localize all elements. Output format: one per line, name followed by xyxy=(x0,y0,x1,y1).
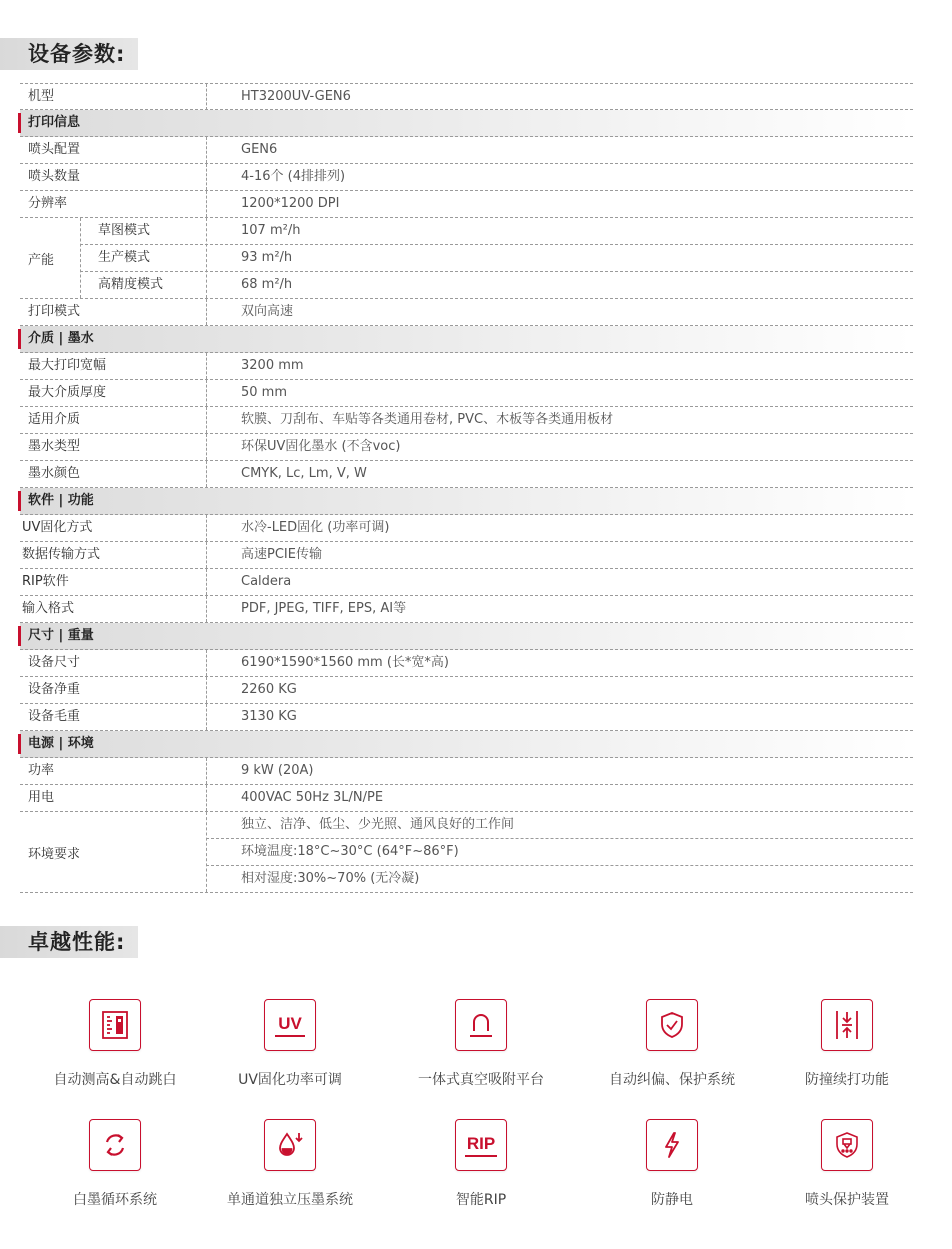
environment-row xyxy=(20,839,913,866)
feature-label: 防撞续打功能 xyxy=(805,1072,889,1088)
mode-value: 93 m²/h xyxy=(241,250,293,265)
spec-row-input-format xyxy=(20,596,913,623)
spec-label: 设备净重 xyxy=(28,682,81,697)
vacuum-platform-icon xyxy=(455,999,507,1051)
spec-value: 双向高速 xyxy=(241,304,294,319)
spec-row-net-weight xyxy=(20,677,913,704)
spec-row-print-mode xyxy=(20,299,913,326)
feature-label: 单通道独立压墨系统 xyxy=(227,1192,353,1208)
spec-value: 软膜、刀刮布、车贴等各类通用卷材, PVC、木板等各类通用板材 xyxy=(241,412,614,427)
mode-value: 68 m²/h xyxy=(241,277,293,292)
category-size: 尺寸 | 重量 xyxy=(20,623,913,650)
spec-label: 设备尺寸 xyxy=(28,655,81,670)
spec-row-model xyxy=(20,83,913,110)
spec-row-max-width xyxy=(20,353,913,380)
spec-row-data-transfer xyxy=(20,542,913,569)
feature-smart-rip xyxy=(396,1119,566,1209)
feature-anti-collision xyxy=(762,999,932,1089)
feature-label: 一体式真空吸附平台 xyxy=(418,1072,544,1088)
feature-uv-power xyxy=(205,999,375,1089)
spec-value: 环保UV固化墨水 (不含voc) xyxy=(241,439,401,454)
shield-check-icon xyxy=(646,999,698,1051)
spec-value: Caldera xyxy=(241,574,292,589)
environment-value: 相对湿度:30%~70% (无冷凝) xyxy=(241,871,420,886)
spec-row-uv-curing xyxy=(20,515,913,542)
spec-value: 3130 KG xyxy=(241,709,297,724)
rip-icon xyxy=(455,1119,507,1171)
environment-value: 独立、洁净、低尘、少光照、通风良好的工作间 xyxy=(241,817,515,832)
spec-table xyxy=(20,83,913,893)
spec-label: 分辨率 xyxy=(28,196,68,211)
feature-single-channel-ink xyxy=(205,1119,375,1209)
spec-group-environment xyxy=(20,812,913,893)
feature-label: 自动测高&自动跳白 xyxy=(53,1072,177,1088)
spec-label: 数据传输方式 xyxy=(22,547,101,562)
lightning-icon xyxy=(646,1119,698,1171)
spec-label: 适用介质 xyxy=(28,412,81,427)
spec-label: 功率 xyxy=(28,763,55,778)
spec-label: 设备毛重 xyxy=(28,709,81,724)
spec-row-head-config xyxy=(20,137,913,164)
section-title-params: 设备参数: xyxy=(0,38,138,70)
category-software: 软件 | 功能 xyxy=(20,488,913,515)
feature-label: 自动纠偏、保护系统 xyxy=(609,1072,735,1088)
spec-label: 墨水颜色 xyxy=(28,466,81,481)
spec-label: 环境要求 xyxy=(28,846,81,862)
nozzle-shield-icon xyxy=(821,1119,873,1171)
feature-label: 智能RIP xyxy=(455,1192,507,1208)
feature-label: 喷头保护装置 xyxy=(805,1192,889,1208)
spec-label: 最大介质厚度 xyxy=(28,385,107,400)
spec-row-media xyxy=(20,407,913,434)
feature-label: UV固化功率可调 xyxy=(238,1072,342,1088)
rip-icon-text: RIP xyxy=(466,1134,496,1153)
feature-vacuum-platform xyxy=(396,999,566,1089)
ink-drop-icon xyxy=(264,1119,316,1171)
spec-row-ink-color xyxy=(20,461,913,488)
spec-row-dimensions xyxy=(20,650,913,677)
spec-value: 9 kW (20A) xyxy=(241,763,314,778)
spec-row-head-count xyxy=(20,164,913,191)
spec-value: 水冷-LED固化 (功率可调) xyxy=(241,520,390,535)
spec-value: 6190*1590*1560 mm (长*宽*高) xyxy=(241,655,449,670)
spec-row-ink-type xyxy=(20,434,913,461)
mode-value: 107 m²/h xyxy=(241,223,301,238)
spec-label: RIP软件 xyxy=(22,574,69,589)
spec-value: 400VAC 50Hz 3L/N/PE xyxy=(241,790,384,805)
feature-auto-height xyxy=(30,999,200,1089)
feature-nozzle-protection xyxy=(762,1119,932,1209)
section-title-performance: 卓越性能: xyxy=(0,926,138,958)
spec-label: 喷头数量 xyxy=(28,169,81,184)
spec-row-gross-weight xyxy=(20,704,913,731)
spec-value: HT3200UV-GEN6 xyxy=(241,89,351,104)
height-gauge-icon xyxy=(89,999,141,1051)
mode-name: 草图模式 xyxy=(98,223,151,238)
category-print: 打印信息 xyxy=(20,110,913,137)
spec-label: 墨水类型 xyxy=(28,439,81,454)
feature-anti-static xyxy=(587,1119,757,1209)
spec-row-rip xyxy=(20,569,913,596)
mode-name: 生产模式 xyxy=(98,250,151,265)
spec-label: 打印模式 xyxy=(28,304,81,319)
spec-value: 2260 KG xyxy=(241,682,297,697)
spec-label: 机型 xyxy=(28,89,55,104)
spec-value: 3200 mm xyxy=(241,358,304,373)
feature-label: 防静电 xyxy=(651,1192,693,1208)
feature-white-ink-circulation xyxy=(30,1119,200,1209)
spec-row-resolution xyxy=(20,191,913,218)
spec-value: 1200*1200 DPI xyxy=(241,196,340,211)
mode-name: 高精度模式 xyxy=(98,277,164,292)
spec-value: GEN6 xyxy=(241,142,278,157)
spec-value: PDF, JPEG, TIFF, EPS, AI等 xyxy=(241,601,407,616)
environment-row xyxy=(20,866,913,893)
spec-label: 最大打印宽幅 xyxy=(28,358,107,373)
spec-group-productivity xyxy=(20,218,913,299)
productivity-mode-row xyxy=(20,245,913,272)
environment-row xyxy=(20,812,913,839)
uv-icon-text: UV xyxy=(278,1014,302,1033)
feature-label: 白墨循环系统 xyxy=(73,1192,157,1208)
spec-label: 输入格式 xyxy=(22,601,75,616)
spec-row-electricity xyxy=(20,785,913,812)
spec-label: UV固化方式 xyxy=(22,520,93,535)
uv-icon xyxy=(264,999,316,1051)
spec-row-max-thickness xyxy=(20,380,913,407)
anti-collision-icon xyxy=(821,999,873,1051)
spec-value: CMYK, Lc, Lm, V, W xyxy=(241,466,367,481)
spec-row-power xyxy=(20,758,913,785)
circulation-icon xyxy=(89,1119,141,1171)
productivity-mode-row xyxy=(20,272,913,299)
spec-label: 产能 xyxy=(28,252,55,268)
spec-label: 喷头配置 xyxy=(28,142,81,157)
spec-label: 用电 xyxy=(28,790,55,805)
spec-value: 高速PCIE传输 xyxy=(241,547,322,562)
productivity-mode-row xyxy=(20,218,913,245)
spec-value: 4-16个 (4排排列) xyxy=(241,169,346,184)
category-power: 电源 | 环境 xyxy=(20,731,913,758)
category-media: 介质 | 墨水 xyxy=(20,326,913,353)
feature-auto-correction xyxy=(587,999,757,1089)
environment-value: 环境温度:18°C~30°C (64°F~86°F) xyxy=(241,844,459,859)
spec-value: 50 mm xyxy=(241,385,288,400)
